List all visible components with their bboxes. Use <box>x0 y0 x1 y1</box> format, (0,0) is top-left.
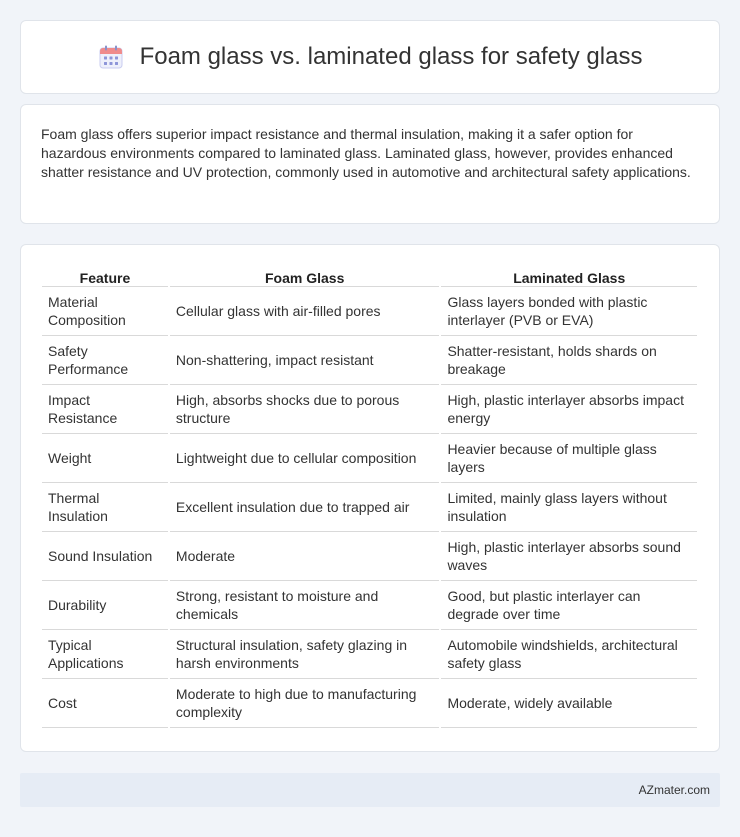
table-row <box>42 434 697 483</box>
cell-laminated-glass: High, plastic interlayer absorbs sound waves <box>441 532 697 581</box>
cell-feature: Sound Insulation <box>42 532 168 581</box>
cell-feature: Cost <box>42 679 168 728</box>
cell-foam-glass: Lightweight due to cellular composition <box>170 434 440 483</box>
cell-feature: Weight <box>42 434 168 483</box>
header-foam-glass: Foam Glass <box>170 265 440 287</box>
table-row <box>42 581 697 630</box>
cell-laminated-glass: Moderate, widely available <box>441 679 697 728</box>
table-body <box>42 287 697 728</box>
cell-laminated-glass: Shatter-resistant, holds shards on breakage <box>441 336 697 385</box>
table-row <box>42 483 697 532</box>
cell-foam-glass: Non-shattering, impact resistant <box>170 336 440 385</box>
summary-card <box>20 104 720 224</box>
footer-brand: AZmater.com <box>638 783 710 797</box>
cell-feature: Material Composition <box>42 287 168 336</box>
footer <box>20 773 720 807</box>
cell-foam-glass: Moderate to high due to manufacturing complexity <box>170 679 440 728</box>
table-row <box>42 679 697 728</box>
cell-feature: Safety Performance <box>42 336 168 385</box>
cell-foam-glass: Cellular glass with air-filled pores <box>170 287 440 336</box>
cell-laminated-glass: Good, but plastic interlayer can degrade over time <box>441 581 697 630</box>
cell-foam-glass: Structural insulation, safety glazing in harsh environments <box>170 630 440 679</box>
cell-foam-glass: Excellent insulation due to trapped air <box>170 483 440 532</box>
cell-feature: Typical Applications <box>42 630 168 679</box>
table-row <box>42 630 697 679</box>
cell-foam-glass: Moderate <box>170 532 440 581</box>
cell-laminated-glass: Limited, mainly glass layers without insulation <box>441 483 697 532</box>
cell-feature: Thermal Insulation <box>42 483 168 532</box>
page-title: Foam glass vs. laminated glass for safety glass <box>139 43 643 70</box>
cell-laminated-glass: Glass layers bonded with plastic interlayer (PVB or EVA) <box>441 287 697 336</box>
header-laminated-glass: Laminated Glass <box>441 265 697 287</box>
cell-foam-glass: Strong, resistant to moisture and chemicals <box>170 581 440 630</box>
cell-laminated-glass: Automobile windshields, architectural safety glass <box>441 630 697 679</box>
table-row <box>42 532 697 581</box>
table-header-row <box>42 265 697 287</box>
cell-laminated-glass: High, plastic interlayer absorbs impact energy <box>441 385 697 434</box>
header-feature: Feature <box>42 265 168 287</box>
table-row <box>42 336 697 385</box>
cell-laminated-glass: Heavier because of multiple glass layers <box>441 434 697 483</box>
comparison-table <box>40 265 699 728</box>
comparison-card <box>20 244 720 752</box>
cell-feature: Impact Resistance <box>42 385 168 434</box>
table-row <box>42 385 697 434</box>
calendar-icon <box>98 44 124 70</box>
cell-foam-glass: High, absorbs shocks due to porous structure <box>170 385 440 434</box>
title-card <box>20 20 720 94</box>
cell-feature: Durability <box>42 581 168 630</box>
table-row <box>42 287 697 336</box>
summary-text: Foam glass offers superior impact resistance and thermal insulation, making it a safer option for hazardous environments compared to laminated glass. Laminated glass, however, provides enhanced shatter resistance and UV protection, commonly used in automotive and architectural safety applications. <box>41 126 691 180</box>
